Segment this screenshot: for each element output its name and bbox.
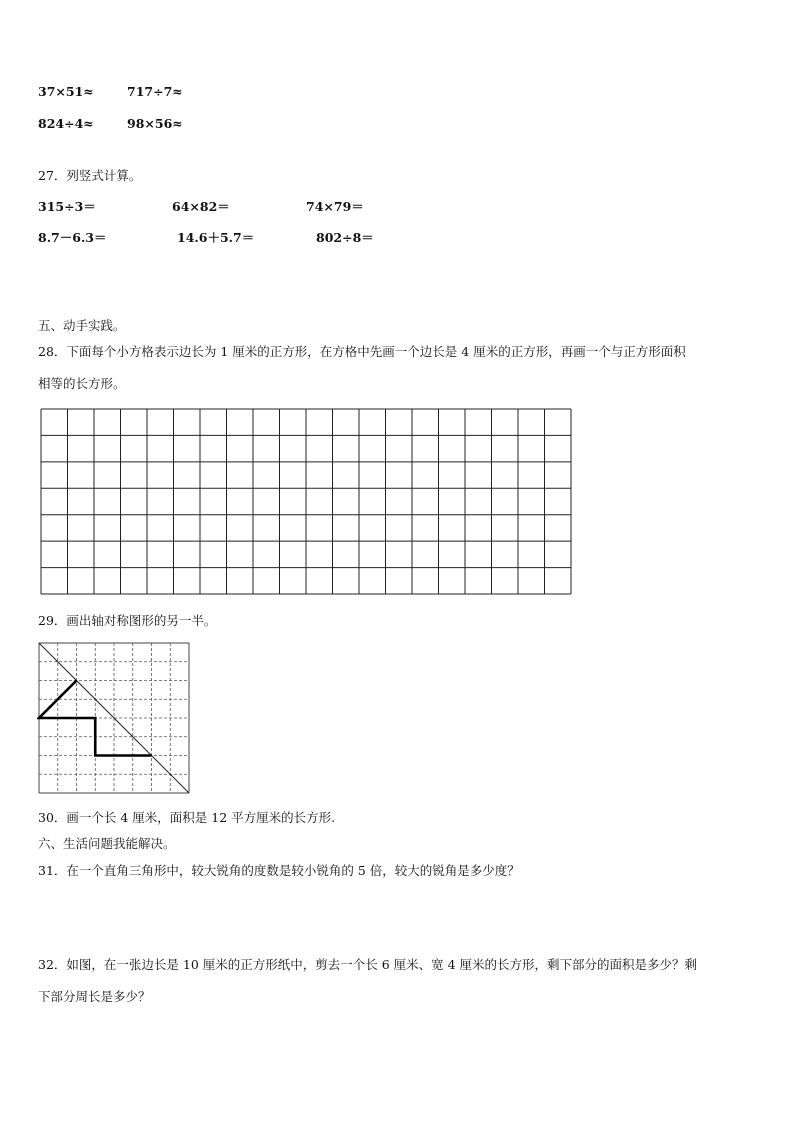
estimate-1: 37×51≈ (38, 84, 94, 99)
question-30: 30．画一个长 4 厘米，面积是 12 平方厘米的长方形. (38, 810, 336, 825)
question-32-line-2: 下部分周长是多少？ (38, 989, 151, 1004)
estimate-4: 98×56≈ (127, 116, 183, 131)
question-31: 31．在一个直角三角形中，较大锐角的度数是较小锐角的 5 倍，较大的锐角是多少度？ (38, 863, 520, 878)
calc-item: 802÷8＝ (316, 230, 374, 245)
symmetry-grid[interactable] (37, 641, 192, 796)
calc-item: 14.6＋5.7＝ (177, 230, 255, 245)
question-27-title: 27．列竖式计算。 (38, 168, 142, 183)
calc-item: 64×82＝ (172, 199, 230, 214)
calc-item: 315÷3＝ (38, 199, 96, 214)
square-grid[interactable] (40, 408, 572, 595)
section-5-title: 五、动手实践。 (38, 318, 126, 333)
estimate-3: 824÷4≈ (38, 116, 94, 131)
question-29-title: 29．画出轴对称图形的另一半。 (38, 613, 217, 628)
estimate-2: 717÷7≈ (127, 84, 183, 99)
calc-item: 74×79＝ (306, 199, 364, 214)
question-28-line-1: 28．下面每个小方格表示边长为 1 厘米的正方形，在方格中先画一个边长是 4 厘米的正方形，再画一个与正方形面积 (38, 344, 686, 359)
calc-item: 8.7－6.3＝ (38, 230, 107, 245)
question-32-line-1: 32．如图，在一张边长是 10 厘米的正方形纸中，剪去一个长 6 厘米、宽 4 厘米的长方形，剩下部分的面积是多少？剩 (38, 957, 698, 972)
section-6-title: 六、生活问题我能解决。 (38, 836, 176, 851)
question-28-line-2: 相等的长方形。 (38, 376, 126, 391)
